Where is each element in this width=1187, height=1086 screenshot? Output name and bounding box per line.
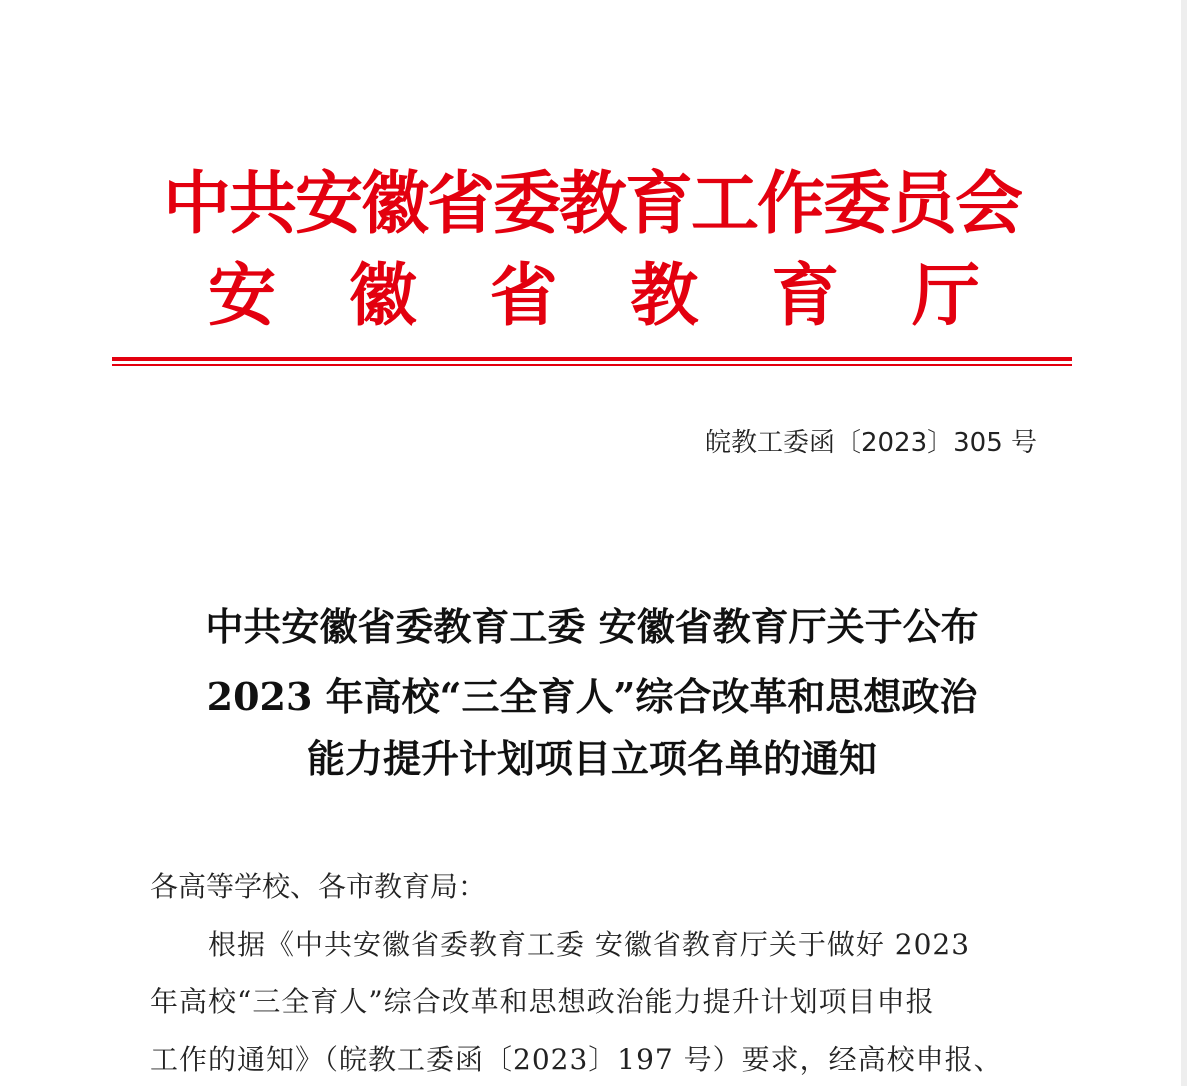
salutation: 各高等学校、各市教育局： [150,870,487,903]
body-line: 年高校“三全育人”综合改革和思想政治能力提升计划项目申报 [150,985,935,1018]
red-divider-thick [112,357,1072,361]
document-title-line-2: 2023 年高校“三全育人”综合改革和思想政治 [206,674,978,719]
issuer-line-1: 中共安徽省委教育工作委员会 [162,164,1021,244]
body-line: 根据《中共安徽省委教育工委 安徽省教育厅关于做好 2023 [208,928,971,961]
issuer-line-2 [112,256,1072,336]
scrollbar-edge[interactable] [1181,0,1187,1086]
document-number: 皖教工委函〔2023〕305 号 [704,428,1037,458]
document-title-line-3: 能力提升计划项目立项名单的通知 [306,736,877,781]
document-title-line-1: 中共安徽省委教育工委 安徽省教育厅关于公布 [205,604,979,649]
red-divider-thin [112,364,1072,366]
body-line: 工作的通知》（皖教工委函〔2023〕197 号）要求，经高校申报、 [150,1043,1003,1076]
issuer-char: 省 [489,256,558,336]
issuer-char: 育 [771,256,840,336]
issuer-char: 徽 [348,256,417,336]
issuer-char: 教 [630,256,699,336]
issuer-char: 安 [208,256,277,336]
issuer-char: 厅 [911,256,980,336]
